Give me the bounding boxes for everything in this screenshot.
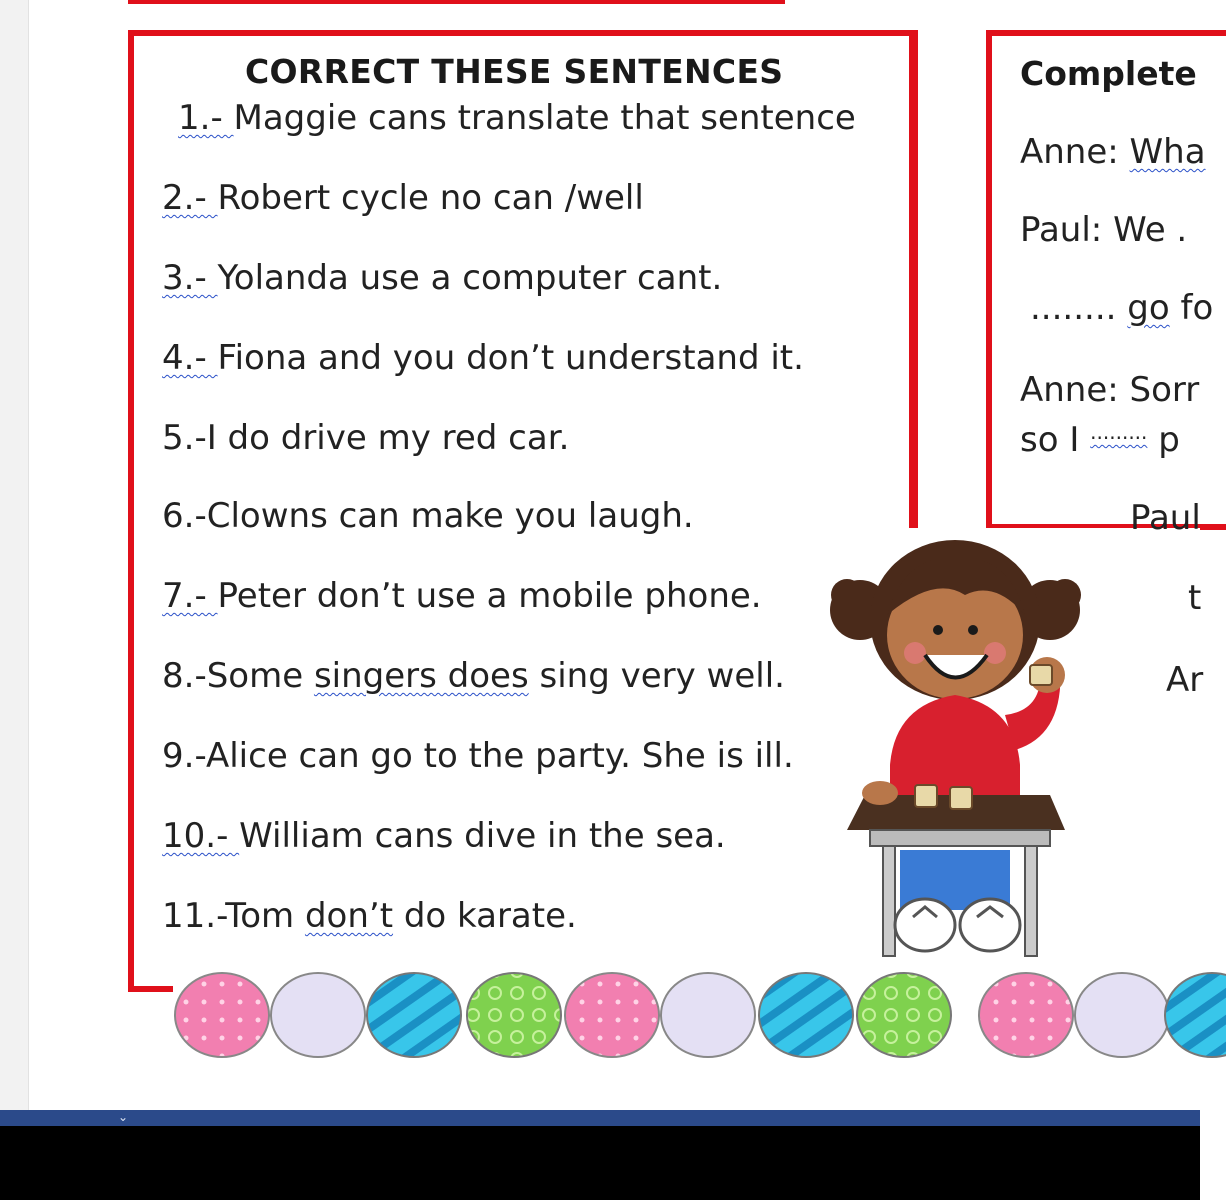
chevron-down-icon[interactable]: ⌄ <box>118 1110 129 1124</box>
sentence-number: 1.- <box>178 98 234 138</box>
easter-egg-border <box>0 960 1200 1060</box>
blue-striped-egg <box>1165 973 1226 1057</box>
dialogue-line-anne-3: Ar <box>1166 660 1204 700</box>
pink-dotted-egg <box>979 973 1073 1057</box>
sentence-number: 5.- <box>162 418 207 458</box>
screen-bottom-bar <box>0 1126 1200 1200</box>
sentence-number: 3.- <box>162 258 218 298</box>
sentence-11 <box>162 896 577 936</box>
top-red-rule <box>128 0 785 4</box>
dialogue-word: go <box>1127 288 1170 328</box>
dialogue-text: so I <box>1020 420 1091 460</box>
sentence-number: 7.- <box>162 576 218 616</box>
dialogue-line-anne-1 <box>1020 132 1206 172</box>
sentence-number: 4.- <box>162 338 218 378</box>
sentence-text: Fiona and you don’t understand it. <box>217 338 804 378</box>
dialogue-line-anne-2b <box>1020 420 1180 460</box>
sentence-text: Robert cycle no can /well <box>217 178 644 218</box>
green-swirl-egg <box>467 973 561 1057</box>
sentence-7 <box>162 576 762 616</box>
blank-dots: ......... <box>1090 420 1148 444</box>
blue-striped-egg <box>367 973 461 1057</box>
speaker-label: Anne: <box>1020 132 1130 172</box>
sentence-text: I do drive my red car. <box>206 418 570 458</box>
sentence-6 <box>162 496 694 536</box>
dialogue-line-fragment: t <box>1188 578 1202 618</box>
lavender-egg <box>271 973 365 1057</box>
sentence-3 <box>162 258 722 298</box>
girl-at-desk-illustration <box>825 535 1085 965</box>
sentence-10 <box>162 816 726 856</box>
blank-dots: ........ <box>1030 288 1128 328</box>
sentence-4 <box>162 338 804 378</box>
sentence-text: Clowns can make you laugh. <box>206 496 694 536</box>
complete-title: Complete <box>1020 54 1197 93</box>
sentence-number: 11.- <box>162 896 226 936</box>
dialogue-line-paul-1: Paul: We . <box>1020 210 1188 250</box>
sentence-text-end: sing very well. <box>528 656 785 696</box>
green-swirl-egg <box>857 973 951 1057</box>
sentence-5 <box>162 418 569 458</box>
sentence-number: 9.- <box>162 736 206 776</box>
pink-dotted-egg <box>175 973 269 1057</box>
dialogue-text: Wha <box>1129 132 1206 172</box>
dialogue-line-anne-2: Anne: Sorr <box>1020 370 1200 410</box>
sentence-number: 6.- <box>162 496 207 536</box>
sentence-2 <box>162 178 644 218</box>
sentence-text: William cans dive in the sea. <box>239 816 726 856</box>
sentence-text: Yolanda use a computer cant. <box>217 258 723 298</box>
sentence-number: 8.- <box>162 656 207 696</box>
lavender-egg <box>661 973 755 1057</box>
dialogue-line-blank <box>1030 288 1213 328</box>
blue-striped-egg <box>759 973 853 1057</box>
dialogue-line-paul-2: Paul <box>1130 498 1201 538</box>
sentence-8 <box>162 656 785 696</box>
lavender-egg <box>1075 973 1169 1057</box>
spelling-flagged-word: don’t <box>304 896 394 936</box>
sentence-text: Alice can go to the party. She is ill. <box>205 736 794 776</box>
sentence-text-start: Some <box>206 656 314 696</box>
sentence-number: 10.- <box>162 816 240 856</box>
sentence-number: 2.- <box>162 178 218 218</box>
pink-dotted-egg <box>565 973 659 1057</box>
worksheet-title: CORRECT THESE SENTENCES <box>245 52 784 91</box>
sentence-text: Maggie cans translate that sentence <box>233 98 856 138</box>
dialogue-text: p <box>1147 420 1180 460</box>
sentence-9 <box>162 736 794 776</box>
spelling-flagged-words: singers does <box>313 656 529 696</box>
dialogue-text: fo <box>1169 288 1214 328</box>
window-taskbar <box>0 1110 1200 1126</box>
sentence-text: Peter don’t use a mobile phone. <box>217 576 762 616</box>
sentence-1 <box>178 98 856 138</box>
document-left-margin <box>0 0 29 1110</box>
sentence-text-start: Tom <box>225 896 305 936</box>
sentence-text-end: do karate. <box>393 896 577 936</box>
